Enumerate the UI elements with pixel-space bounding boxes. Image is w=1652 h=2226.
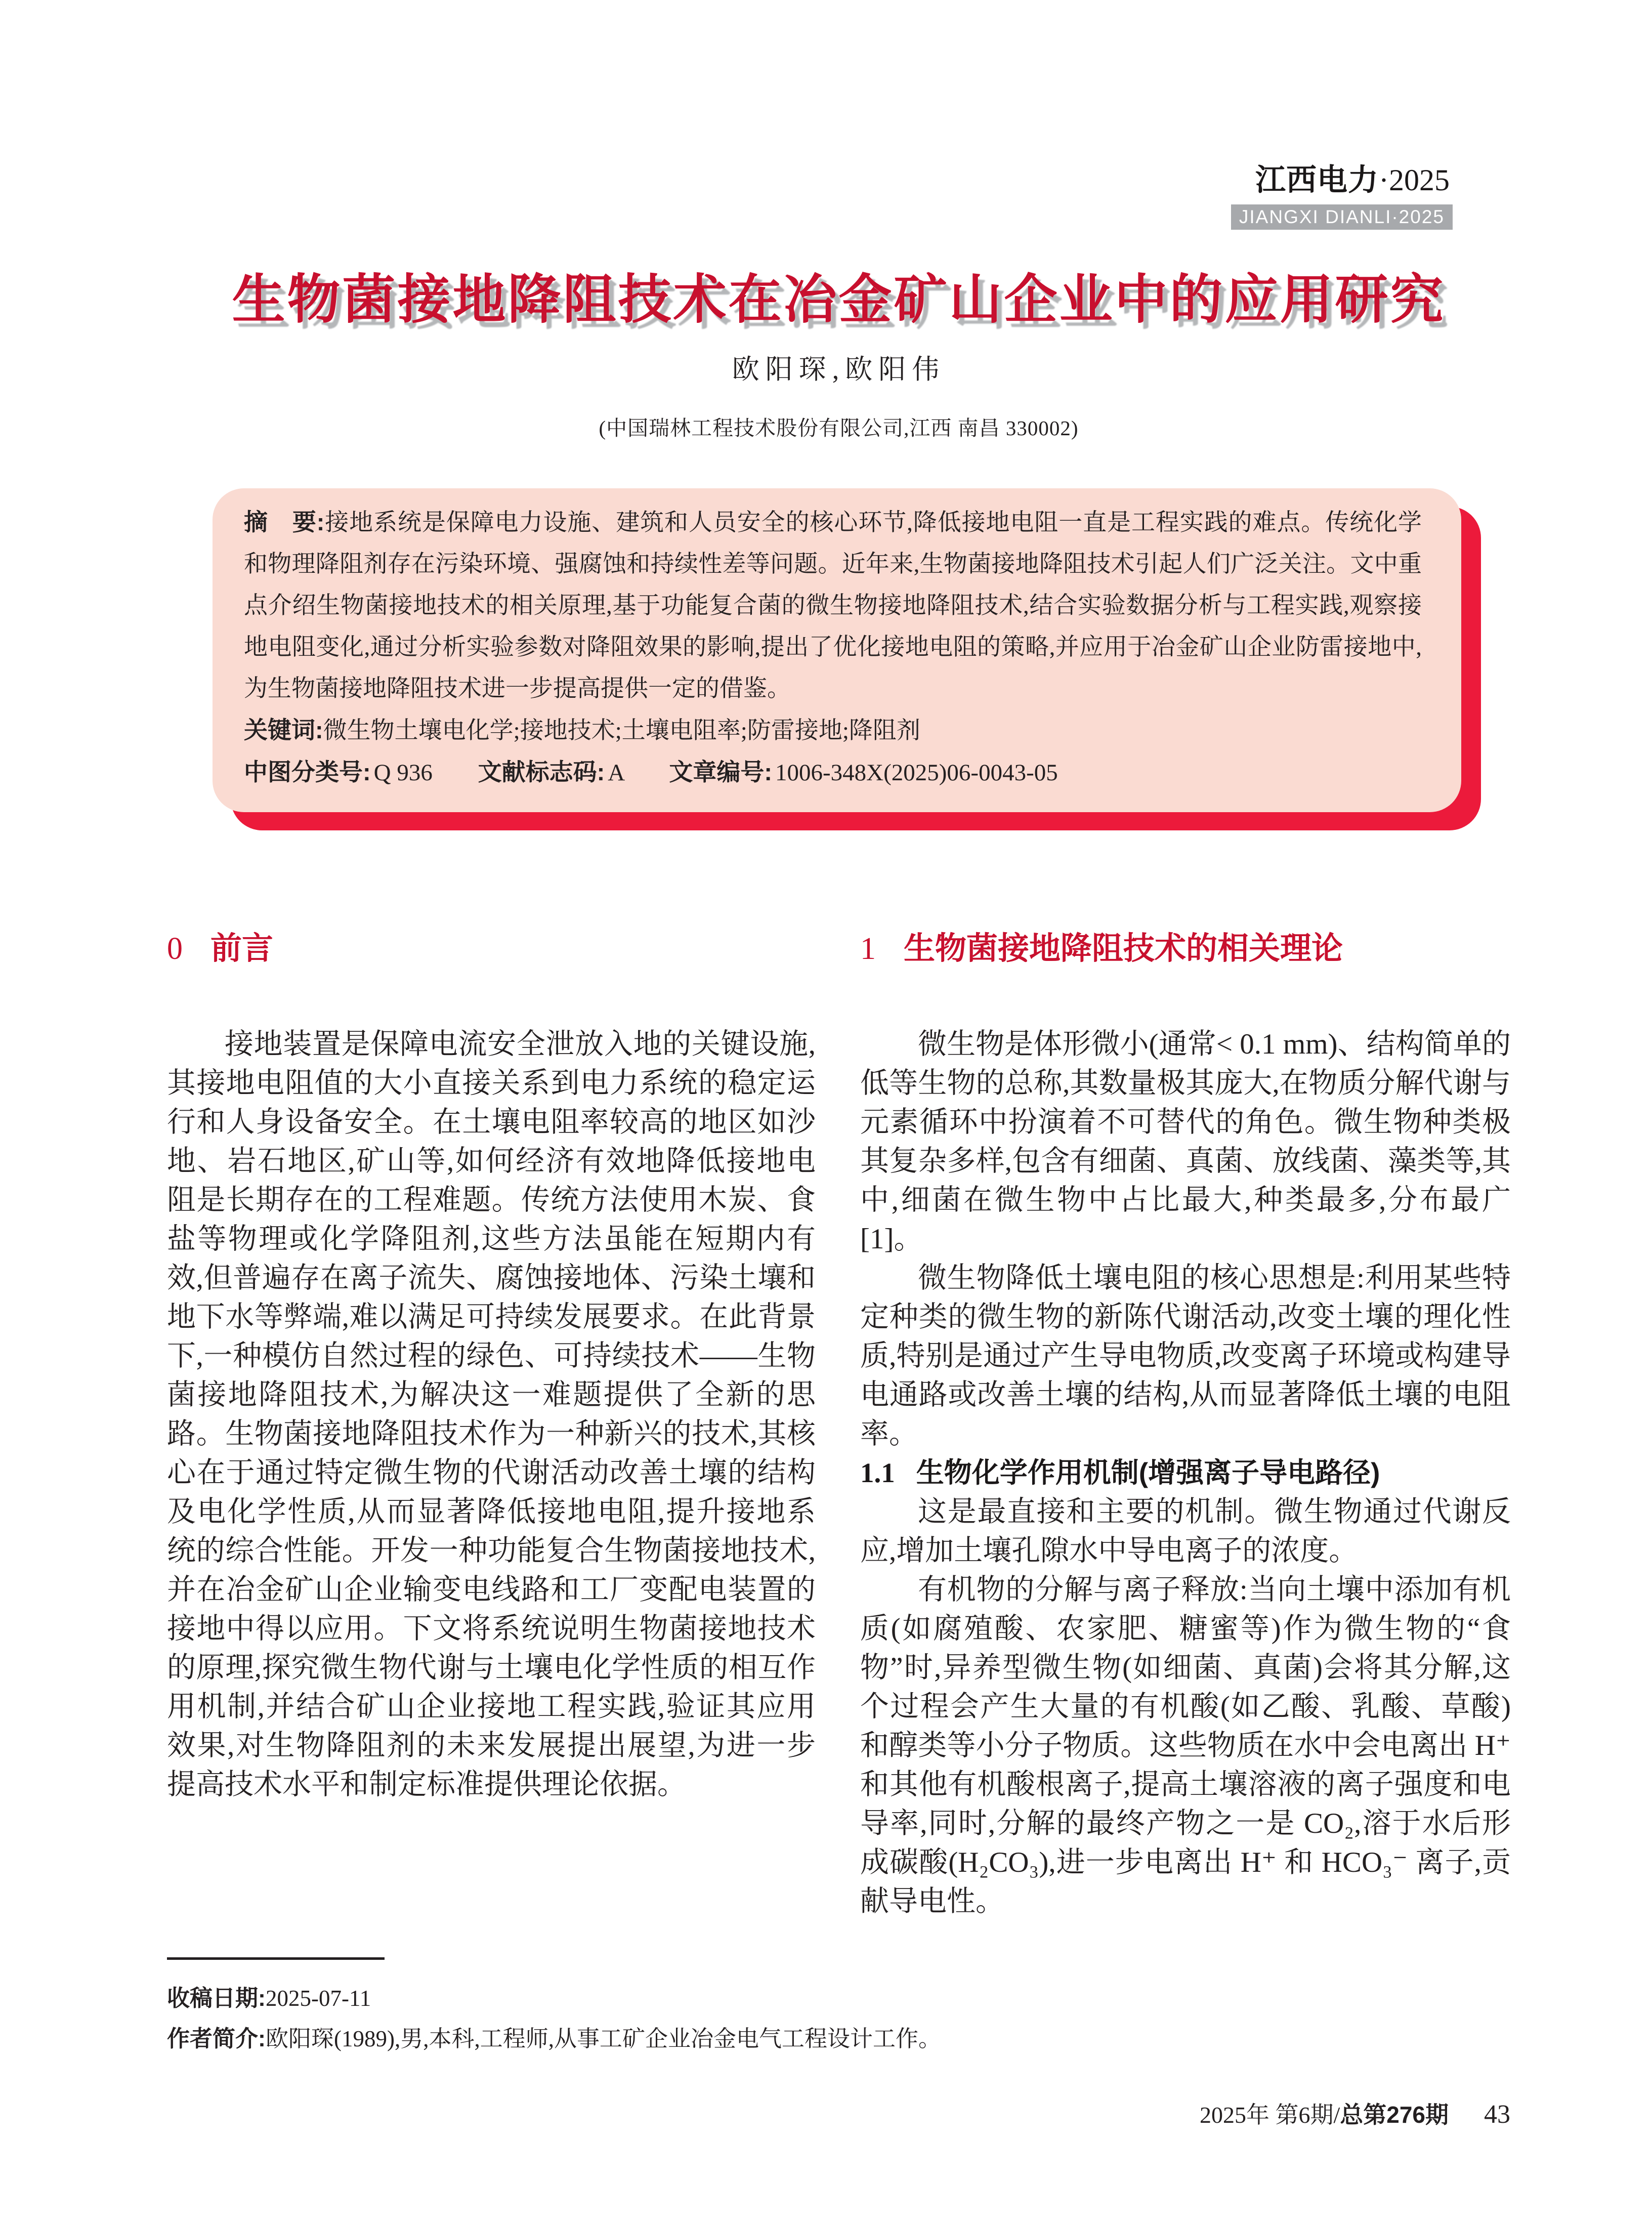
article-title: 生物菌接地降阻技术在冶金矿山企业中的应用研究 — [232, 270, 1446, 329]
article-id-label: 文章编号: — [669, 759, 773, 785]
page-footer — [1200, 2099, 1510, 2130]
author-bio-text: 欧阳琛(1989),男,本科,工程师,从事工矿企业冶金电气工程设计工作。 — [266, 2026, 941, 2051]
issue-info: 2025年 第6期/ — [1199, 2102, 1340, 2128]
keywords-text: 微生物土壤电化学;接地技术;土壤电阻率;防雷接地;降阻剂 — [323, 718, 920, 744]
journal-name-zh-text: 江西电力 — [1255, 163, 1379, 197]
article-authors: 欧阳琛,欧阳伟 — [732, 354, 946, 385]
keywords-label: 关键词: — [244, 717, 323, 743]
section-1-title: 生物菌接地降阻技术的相关理论 — [904, 931, 1343, 966]
section-1-number: 1 — [860, 932, 876, 966]
received-date-line — [167, 1978, 1230, 2019]
section-0-heading — [167, 931, 816, 967]
right-column — [860, 931, 1511, 1921]
section-1-1-title: 生物化学作用机制(增强离子导电路径) — [916, 1457, 1380, 1488]
section-1-1-heading — [860, 1453, 1511, 1492]
article-id-value: 1006-348X(2025)06-0043-05 — [775, 760, 1058, 786]
section-1-1-paragraph-2: 有机物的分解与离子释放:当向土壤中添加有机质(如腐殖酸、农家肥、糖蜜等)作为微生物的“食物”时,异养型微生物(如细菌、真菌)会将其分解,这个过程会产生大量的有机酸(如乙酸、乳酸、草酸)和醇类等小分子物质。这些物质在水中会电离出 H⁺ 和其他有机酸根离子,提高土壤溶液的离子强度和电导率,同时,分解的最终产物之一是 CO₂,溶于水后形成碳酸(H₂CO₃),进一步电离出 H⁺ 和 HCO₃⁻ 离子,贡献导电性。 — [860, 1574, 1511, 1917]
received-date-value: 2025-07-11 — [266, 1986, 371, 2011]
abstract-block — [213, 488, 1482, 832]
page-number: 43 — [1484, 2100, 1510, 2129]
doc-code-value: A — [608, 760, 624, 786]
article-affiliation: (中国瑞林工程技术股份有限公司,江西 南昌 330002) — [599, 416, 1079, 440]
section-1-heading — [860, 931, 1511, 967]
left-column — [167, 931, 816, 1804]
abstract-label: 摘 要: — [244, 509, 325, 535]
footnote-block — [167, 1957, 1230, 2059]
footnote-divider — [167, 1957, 385, 1960]
clc-value: Q 936 — [373, 760, 433, 786]
abstract-box — [213, 488, 1461, 812]
journal-name-en-badge: JIANGXI DIANLI·2025 — [1231, 204, 1453, 230]
author-bio-label: 作者简介: — [167, 2026, 266, 2051]
section-1-1-paragraph-1: 这是最直接和主要的机制。微生物通过代谢反应,增加土壤孔隙水中导电离子的浓度。 — [860, 1496, 1511, 1567]
section-1-paragraph-2: 微生物降低土壤电阻的核心思想是:利用某些特定种类的微生物的新陈代谢活动,改变土壤的理化性质,特别是通过产生导电物质,改变离子环境或构建导电通路或改善土壤的结构,从而显著降低土壤的电阻率。 — [860, 1262, 1511, 1450]
section-0-number: 0 — [167, 932, 183, 966]
volume-info: 总第276期 — [1340, 2102, 1449, 2128]
section-1-1-number: 1.1 — [860, 1457, 895, 1488]
section-0-title: 前言 — [210, 931, 274, 966]
author-bio-line — [167, 2019, 1230, 2059]
keywords-line — [244, 709, 1422, 751]
journal-year: ·2025 — [1379, 163, 1450, 197]
section-1-paragraph-1: 微生物是体形微小(通常< 0.1 mm)、结构简单的低等生物的总称,其数量极其庞大,在物质分解代谢与元素循环中扮演着不可替代的角色。微生物种类极其复杂多样,包含有细菌、真菌、放线菌、藻类等,其中,细菌在微生物中占比最大,种类最多,分布最广[1]。 — [860, 1028, 1511, 1255]
section-0-paragraph: 接地装置是保障电流安全泄放入地的关键设施,其接地电阻值的大小直接关系到电力系统的稳定运行和人身设备安全。在土壤电阻率较高的地区如沙地、岩石地区,矿山等,如何经济有效地降低接地电阻是长期存在的工程难题。传统方法使用木炭、食盐等物理或化学降阻剂,这些方法虽能在短期内有效,但普遍存在离子流失、腐蚀接地体、污染土壤和地下水等弊端,难以满足可持续发展要求。在此背景下,一种模仿自然过程的绿色、可持续技术——生物菌接地降阻技术,为解决这一难题提供了全新的思路。生物菌接地降阻技术作为一种新兴的技术,其核心在于通过特定微生物的代谢活动改善土壤的结构及电化学性质,从而显著降低接地电阻,提升接地系统的综合性能。开发一种功能复合生物菌接地技术,并在冶金矿山企业输变电线路和工厂变配电装置的接地中得以应用。下文将系统说明生物菌接地技术的原理,探究微生物代谢与土壤电化学性质的相互作用机制,并结合矿山企业接地工程实践,验证其应用效果,对生物降阻剂的未来发展提出展望,为进一步提高技术水平和制定标准提供理论依据。 — [167, 1028, 816, 1800]
doc-code-label: 文献标志码: — [478, 759, 605, 785]
abstract-text — [244, 501, 1422, 709]
clc-label: 中图分类号: — [244, 759, 371, 785]
abstract-body: 接地系统是保障电力设施、建筑和人员安全的核心环节,降低接地电阻一直是工程实践的难点。传统化学和物理降阻剂存在污染环境、强腐蚀和持续性差等问题。近年来,生物菌接地降阻技术引起人们广泛关注。文中重点介绍生物菌接地技术的相关原理,基于功能复合菌的微生物接地降阻技术,结合实验数据分析与工程实践,观察接地电阻变化,通过分析实验参数对降阻效果的影响,提出了优化接地电阻的策略,并应用于冶金矿山企业防雷接地中,为生物菌接地降阻技术进一步提高提供一定的借鉴。 — [244, 510, 1422, 702]
classification-line — [244, 751, 1422, 793]
journal-name-zh — [1255, 165, 1450, 195]
received-date-label: 收稿日期: — [167, 1985, 266, 2011]
